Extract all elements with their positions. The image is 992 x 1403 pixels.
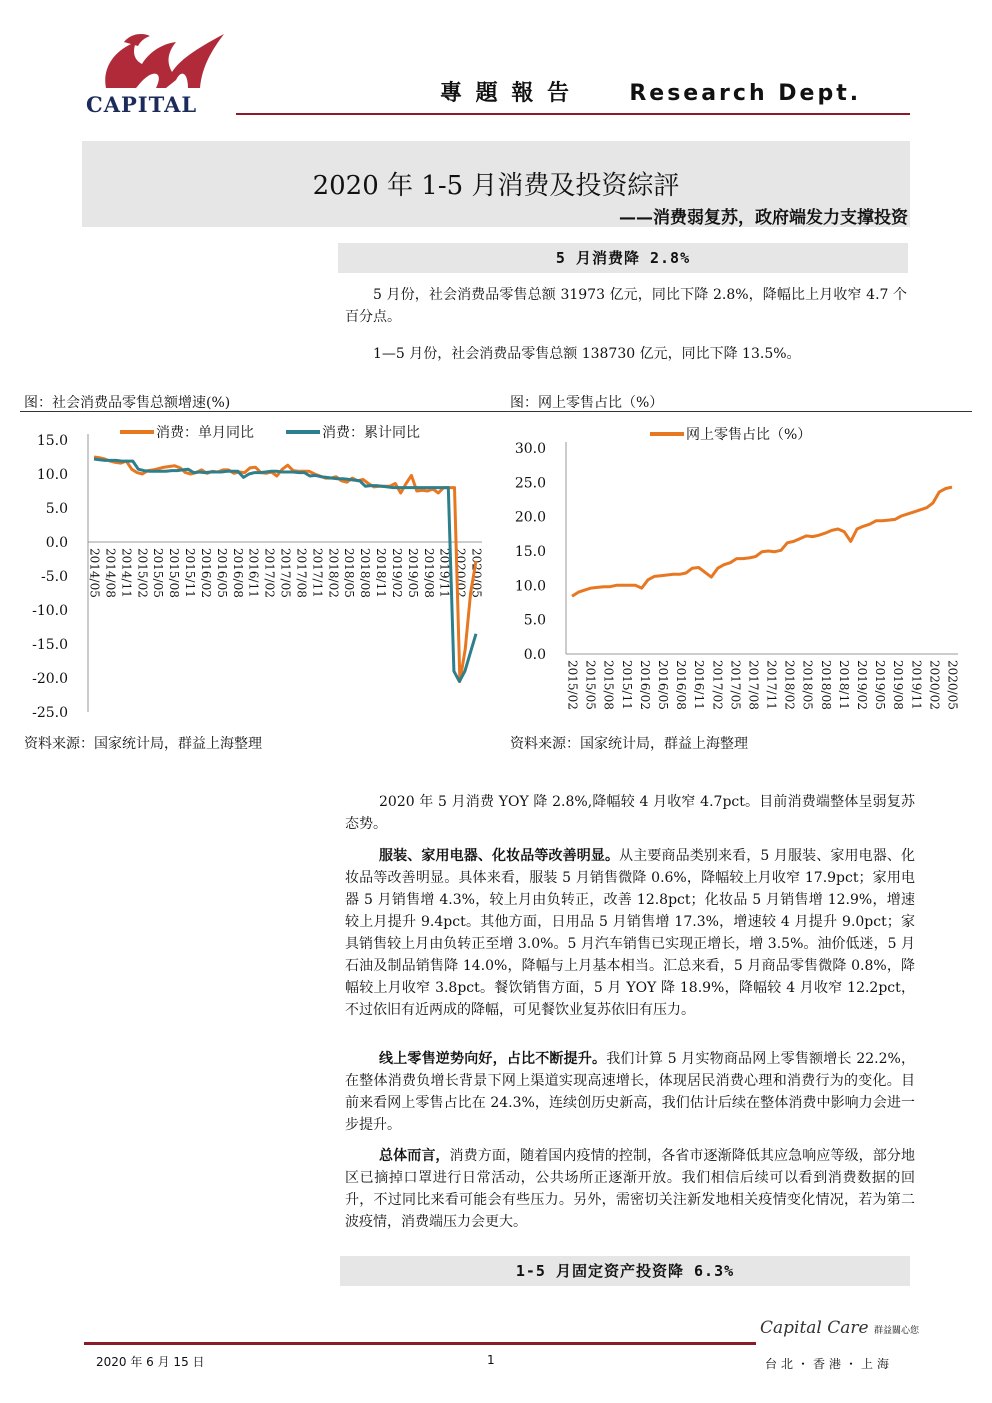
x-tick-label: 2018/08 [358, 548, 373, 598]
x-tick-label: 2019/02 [389, 548, 404, 598]
x-tick-label: 2017/11 [764, 660, 779, 710]
footer-brand-cn: 群益關心您 [874, 1326, 920, 1336]
x-tick-label: 2015/11 [183, 548, 197, 598]
footer-brand [760, 1318, 919, 1338]
chart-header-rule [20, 411, 972, 412]
eagle-logo-icon [84, 30, 236, 94]
x-tick-label: 2014/08 [103, 548, 118, 598]
x-tick-label: 2017/05 [728, 660, 743, 710]
legend-label: 消费：单月同比 [156, 425, 254, 441]
y-tick-label: 5.0 [45, 501, 68, 517]
x-tick-label: 2017/02 [262, 548, 277, 598]
x-tick-label: 2016/11 [692, 660, 707, 710]
x-tick-label: 2020/05 [945, 660, 960, 710]
x-tick-label: 2016/05 [214, 548, 229, 598]
x-tick-label: 2016/11 [246, 548, 261, 598]
report-title: 2020 年 1-5 月消费及投资綜評 [312, 171, 680, 201]
x-tick-label: 2015/02 [565, 660, 580, 710]
footer-brand-name: Capital Care [760, 1318, 869, 1338]
x-tick-label: 2019/05 [405, 548, 420, 598]
paragraph-categories-text: 从主要商品类别来看，5 月服装、家用电器、化妆品等改善明显。具体来看，服装 5 月销售微降 0.6%，降幅较上月收窄 17.9pct；家用电器 5 月销售增 4.3%，较上月由负转正，改善 12.8pct；化妆品 5 月销售增 12.9%，增速较上月提升 9.4pct。其他方面，日用品 5 月销售增 17.3%，增速较 4 月提升 9.0pct；家具销售较上月由负转正至增 3.0%。5 月汽车销售已实现正增长，增 3.5%。油价低迷，5 月石油及制品销售降 14.0%，降幅与上月基本相当。汇总来看，5 月商品零售微降 0.8%，降幅较上月收窄 3.8pct。餐饮销售方面，5 月 YOY 降 18.9%，降幅较 4 月收窄 12.2pct，不过依旧有近两成的降幅，可见餐饮业复苏依旧有压力。 [345, 848, 916, 1018]
research-dept: Research Dept. [629, 81, 862, 106]
section-heading-consumption: 5 月消费降 2.8% [338, 243, 908, 273]
x-tick-label: 2016/05 [655, 660, 670, 710]
source-right: 资料来源：国家统计局，群益上海整理 [510, 736, 748, 752]
x-tick-label: 2018/02 [326, 548, 341, 598]
section-heading-investment: 1-5 月固定资产投资降 6.3% [340, 1256, 910, 1286]
x-tick-label: 2019/08 [891, 660, 906, 710]
x-tick-label: 2015/08 [601, 660, 616, 710]
y-tick-label: 20.0 [514, 509, 546, 526]
paragraph-may-summary: 2020 年 5 月消费 YOY 降 2.8%,降幅较 4 月收窄 4.7pct。目前消费端整体呈弱复苏态势。 [345, 794, 915, 832]
x-tick-label: 2015/05 [583, 660, 598, 710]
x-tick-label: 2017/05 [278, 548, 293, 598]
x-tick-label: 2015/02 [135, 548, 150, 598]
paragraph-online [345, 1048, 915, 1136]
y-tick-label: 15.0 [514, 544, 546, 560]
paragraph-online-text: 我们计算 5 月实物商品网上零售额增长 22.2%，在整体消费负增长背景下网上渠道实现高速增长，体现居民消费心理和消费行为的变化。目前来看网上零售占比在 24.3%，连续创历史新高，我们估计后续在整体消费中影响力会进一步提升。 [345, 1051, 916, 1133]
legend-label: 网上零售占比（%） [686, 427, 812, 443]
x-tick-label: 2016/02 [198, 548, 213, 598]
header-rule [236, 113, 910, 115]
x-tick-label: 2018/05 [342, 548, 357, 598]
x-tick-label: 2015/05 [151, 548, 166, 598]
paragraph-conclusion-text: 消费方面，随着国内疫情的控制，各省市逐渐降低其应急响应等级，部分地区已摘掉口罩进行日常活动，公共场所正逐渐开放。我们相信后续可以看到消费数据的回升，不过同比来看可能会有些压力。另外，需密切关注新发地相关疫情变化情况，若为第二波疫情，消费端压力会更大。 [345, 1148, 916, 1230]
x-tick-label: 2020/05 [469, 548, 484, 598]
x-tick-label: 2018/05 [800, 660, 815, 710]
x-tick-label: 2015/08 [167, 548, 182, 598]
chart-title-online-share: 图：网上零售占比（%） [510, 395, 664, 411]
chart-title-retail-growth: 图：社会消费品零售总额增速(%) [24, 395, 231, 411]
y-tick-label: -5.0 [41, 569, 68, 585]
y-tick-label: 5.0 [523, 612, 546, 629]
legend-label: 消费：累计同比 [322, 425, 420, 441]
paragraph-may-retail: 5 月份，社会消费品零售总额 31973 亿元，同比下降 2.8%，降幅比上月收窄 4.7 个百分点。 [345, 287, 907, 325]
x-tick-label: 2018/08 [818, 660, 833, 710]
x-tick-label: 2020/02 [453, 548, 468, 598]
x-tick-label: 2018/11 [836, 660, 851, 710]
retail-growth-chart [20, 418, 500, 730]
x-tick-label: 2019/05 [873, 660, 888, 710]
header-dept [440, 76, 910, 107]
report-type: 專 題 報 告 [440, 81, 572, 106]
y-tick-label: -25.0 [32, 705, 68, 721]
x-tick-label: 2015/11 [619, 660, 634, 710]
footer-rule [84, 1342, 756, 1345]
x-tick-label: 2019/11 [909, 660, 924, 710]
y-tick-label: -15.0 [32, 637, 68, 653]
x-tick-label: 2019/08 [421, 548, 436, 598]
paragraph-ytd-retail: 1—5 月份，社会消费品零售总额 138730 亿元，同比下降 13.5%。 [373, 346, 801, 362]
y-tick-label: 25.0 [514, 475, 546, 492]
y-tick-label: 15.0 [36, 433, 68, 449]
logo-wordmark: CAPITAL [86, 92, 198, 117]
paragraph-conclusion-lead: 总体而言， [379, 1148, 450, 1164]
x-tick-label: 2017/08 [294, 548, 309, 598]
paragraph-online-lead: 线上零售逆势向好，占比不断提升。 [379, 1051, 607, 1067]
x-tick-label: 2017/08 [746, 660, 761, 710]
x-tick-label: 2020/02 [927, 660, 942, 710]
report-subtitle: ——消费弱复苏，政府端发力支撑投资 [619, 208, 908, 228]
y-tick-label: 30.0 [514, 441, 546, 457]
x-tick-label: 2018/02 [782, 660, 797, 710]
y-tick-label: 0.0 [523, 647, 546, 663]
y-tick-label: -20.0 [32, 671, 68, 687]
x-tick-label: 2014/05 [87, 548, 102, 598]
y-tick-label: -10.0 [32, 603, 68, 619]
x-tick-label: 2016/08 [230, 548, 245, 598]
x-tick-label: 2019/11 [437, 548, 452, 598]
x-tick-label: 2019/02 [855, 660, 870, 710]
footer-cities: 台北・香港・上海 [765, 1357, 894, 1371]
x-tick-label: 2018/11 [374, 548, 388, 598]
y-tick-label: 10.0 [36, 467, 68, 483]
y-tick-label: 0.0 [45, 535, 68, 551]
source-left: 资料来源：国家统计局，群益上海整理 [24, 736, 262, 752]
y-tick-label: 10.0 [514, 578, 546, 595]
x-tick-label: 2017/02 [710, 660, 725, 710]
footer-date: 2020 年 6 月 15 日 [96, 1355, 205, 1369]
online-share-chart [500, 418, 980, 730]
page-number: 1 [487, 1353, 495, 1367]
series-line [572, 487, 952, 596]
x-tick-label: 2016/02 [637, 660, 652, 710]
paragraph-conclusion [345, 1145, 915, 1233]
x-tick-label: 2014/11 [119, 548, 134, 598]
x-tick-label: 2016/08 [674, 660, 689, 710]
paragraph-categories [345, 845, 915, 1021]
x-tick-label: 2017/11 [310, 548, 325, 598]
paragraph-categories-lead: 服装、家用电器、化妆品等改善明显。 [379, 848, 620, 864]
